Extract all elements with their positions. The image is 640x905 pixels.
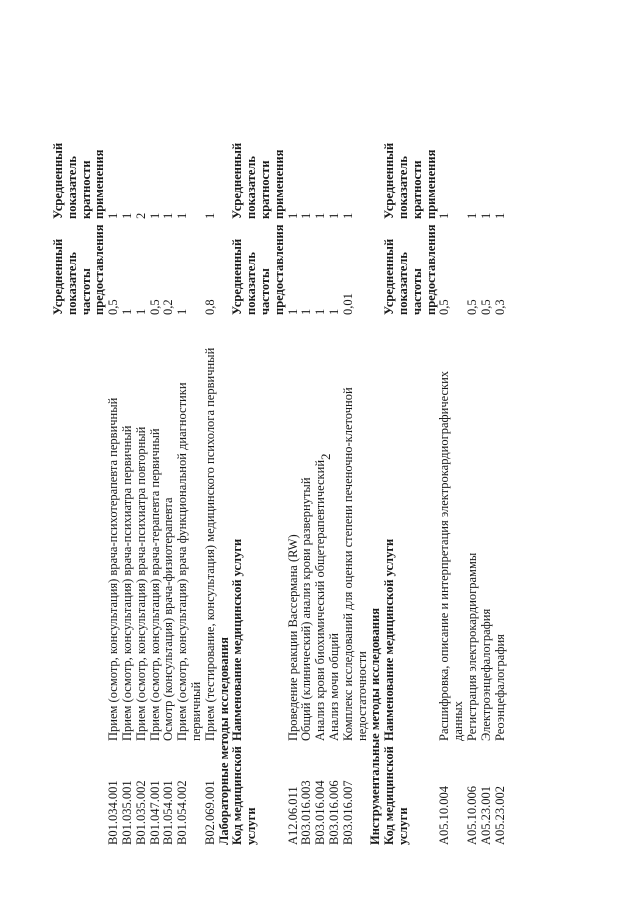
header-code	[52, 741, 107, 845]
section-title-instrumental: Инструментальные методы исследования	[368, 607, 383, 845]
service-name: Электроэнцефалография	[478, 608, 493, 741]
header-code: Код медицинской услуги	[382, 746, 410, 845]
header-name	[52, 315, 107, 741]
multiplicity-value: 1	[299, 212, 314, 219]
service-name: Прием (осмотр, консультация) врача-психиатра первичный	[119, 425, 134, 741]
service-code: B03.016.004	[313, 780, 328, 845]
service-name: Анализ крови биохимический общетерапевтический	[313, 459, 328, 741]
frequency-value: 1	[175, 308, 190, 315]
multiplicity-value: 1	[492, 212, 507, 219]
header-row	[52, 123, 107, 845]
table-row	[121, 123, 135, 845]
header-multiplicity: Усредненный показатель кратности применения	[230, 142, 286, 219]
multiplicity-value: 1	[464, 212, 479, 219]
multiplicity-value: 1	[106, 212, 121, 219]
frequency-value: 0,01	[340, 293, 355, 315]
multiplicity-value: 1	[437, 212, 452, 219]
frequency-value: 0,5	[437, 299, 452, 315]
multiplicity-value: 1	[202, 212, 217, 219]
multiplicity-value: 1	[478, 212, 493, 219]
service-name: Прием (осмотр, консультация) врача функциональной диагностики первичный	[175, 382, 203, 741]
table-row	[438, 123, 466, 845]
service-name: Комплекс исследований для оценки степени печеночно-клеточной недостаточности	[340, 387, 369, 741]
header-multiplicity: Усредненный показатель кратности применения	[382, 142, 438, 219]
frequency-value: 0,5	[478, 299, 493, 315]
section-title-lab: Лабораторные методы исследования	[216, 637, 231, 845]
frequency-value: 1	[313, 308, 328, 315]
frequency-value: 0,5	[106, 299, 121, 315]
service-code: B01.054.002	[175, 780, 190, 845]
frequency-value: 0,8	[202, 299, 217, 315]
table-row	[176, 123, 204, 845]
multiplicity-value: 1	[313, 212, 328, 219]
table-row	[287, 123, 301, 845]
table-row	[300, 123, 314, 845]
service-code: A12.06.011	[285, 786, 300, 845]
header-row	[383, 123, 438, 845]
service-name: Осмотр (консультация) врача-физиотерапевта	[161, 497, 176, 741]
service-code: B03.016.007	[340, 780, 355, 845]
frequency-value: 1	[326, 308, 341, 315]
service-code: A05.10.004	[437, 785, 452, 845]
service-code: B01.035.001	[119, 780, 134, 845]
service-code: B01.034.001	[106, 780, 121, 845]
header-row	[231, 123, 286, 845]
multiplicity-value: 1	[326, 212, 341, 219]
header-frequency: Усредненный показатель частоты предоставления	[51, 224, 107, 315]
multiplicity-value: 1	[161, 212, 176, 219]
service-name: Регистрация электрокардиограммы	[464, 552, 479, 741]
table-row	[314, 123, 328, 845]
multiplicity-value: 1	[285, 212, 300, 219]
table-row	[107, 123, 121, 845]
multiplicity-value: 1	[119, 212, 134, 219]
service-code: A05.23.002	[492, 785, 507, 845]
service-code: B03.016.006	[326, 780, 341, 845]
page-number: 2	[318, 453, 333, 460]
service-name: Расшифровка, описание и интерпретация электрокардиографических данных	[437, 370, 466, 741]
service-name: Прием (осмотр, консультация) врача-психотерапевта первичный	[106, 397, 121, 741]
frequency-value: 1	[119, 308, 134, 315]
multiplicity-value: 2	[133, 212, 148, 219]
service-name: Общий (клинический) анализ крови развернутый	[299, 477, 314, 741]
table-row	[204, 123, 218, 845]
service-name: Прием (осмотр, консультация) врача-терапевта первичный	[147, 428, 162, 741]
section-row	[369, 123, 383, 845]
header-name: Наименование медицинской услуги	[230, 538, 245, 741]
table-row	[328, 123, 342, 845]
frequency-value: 1	[133, 308, 148, 315]
service-code: B01.047.001	[147, 780, 162, 845]
multiplicity-value: 1	[175, 212, 190, 219]
service-code: A05.23.001	[478, 785, 493, 845]
header-multiplicity: Усредненный показатель кратности применения	[51, 142, 107, 219]
header-name: Наименование медицинской услуги	[382, 538, 397, 741]
frequency-value: 0,2	[161, 299, 176, 315]
frequency-value: 0,3	[492, 299, 507, 315]
multiplicity-value: 1	[340, 212, 355, 219]
service-name: Прием (тестирование, консультация) медицинского психолога первичный	[202, 347, 217, 741]
service-name: Реоэнцефалография	[492, 634, 507, 741]
table-row	[466, 123, 480, 845]
frequency-value: 0,5	[147, 299, 162, 315]
frequency-value: 1	[299, 308, 314, 315]
service-code: B01.054.001	[161, 780, 176, 845]
service-name: Проведение реакции Вассермана (RW)	[285, 534, 300, 741]
frequency-value: 1	[285, 308, 300, 315]
table-row	[135, 123, 149, 845]
service-code: B02.069.001	[202, 780, 217, 845]
multiplicity-value: 1	[147, 212, 162, 219]
service-code: A05.10.006	[464, 785, 479, 845]
table-row	[149, 123, 163, 845]
table-row	[342, 123, 370, 845]
service-name: Анализ мочи общий	[326, 633, 341, 741]
section-row	[218, 123, 232, 845]
header-frequency: Усредненный показатель частоты предоставления	[382, 224, 438, 315]
table-row	[162, 123, 176, 845]
table-row	[480, 123, 494, 845]
header-code: Код медицинской услуги	[230, 746, 259, 845]
service-name: Прием (осмотр, консультация) врача-психиатра повторный	[133, 426, 148, 741]
service-code: B03.016.003	[299, 780, 314, 845]
services-table	[52, 123, 507, 845]
frequency-value: 0,5	[464, 299, 479, 315]
header-frequency: Усредненный показатель частоты предоставления	[230, 224, 286, 315]
services-table-body	[52, 123, 507, 845]
table-row	[494, 123, 508, 845]
service-code: B01.035.002	[133, 780, 148, 845]
